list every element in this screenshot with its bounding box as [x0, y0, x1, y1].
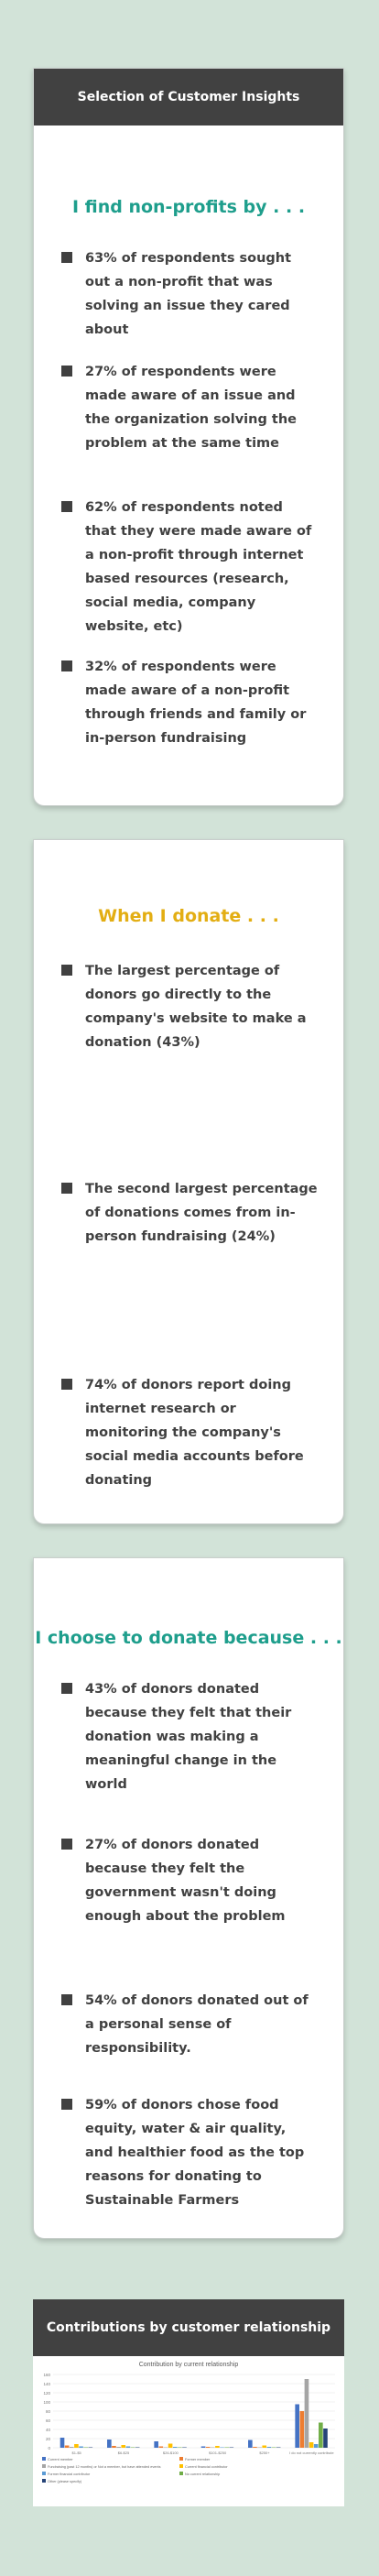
x-tick-label: $250+ [259, 2450, 270, 2455]
bar [305, 2379, 309, 2448]
insights-header: Selection of Customer Insights [34, 69, 343, 126]
y-tick-label: 20 [45, 2437, 50, 2441]
bar [309, 2442, 314, 2448]
bullet-item: 74% of donors report doing internet research or monitoring the company's social media accounts before donating [61, 1373, 318, 1492]
bar [257, 2448, 262, 2449]
bar [230, 2448, 234, 2449]
bar [83, 2448, 88, 2449]
legend-swatch [42, 2472, 46, 2475]
choose-donate-card [33, 1557, 344, 2239]
bar [248, 2440, 253, 2449]
bar [74, 2444, 79, 2448]
bar [253, 2447, 257, 2448]
square-bullet-icon [61, 1839, 72, 1850]
bar [107, 2440, 112, 2448]
bar [164, 2448, 168, 2449]
bar [220, 2448, 224, 2449]
x-tick-label: $101-$250 [209, 2450, 227, 2455]
legend-swatch [42, 2464, 46, 2468]
bar [70, 2447, 74, 2448]
bar [323, 2429, 328, 2448]
bar [135, 2448, 140, 2449]
bar [215, 2446, 220, 2448]
bar [79, 2447, 83, 2449]
y-tick-label: 60 [45, 2418, 50, 2423]
bar [267, 2447, 272, 2448]
y-tick-label: 140 [43, 2382, 50, 2386]
legend-label: Other (please specify) [48, 2480, 82, 2483]
bar [314, 2444, 319, 2448]
legend-label: Current member [48, 2458, 73, 2461]
bar [168, 2444, 173, 2449]
bullet-item: The largest percentage of donors go directly to the company's website to make a donation (43%) [61, 959, 318, 1054]
x-tick-label: $6-$25 [117, 2450, 130, 2455]
legend-label: No current relationship [185, 2472, 221, 2476]
when-donate-title: When I donate . . . [98, 906, 279, 926]
bar [116, 2447, 121, 2448]
bar [159, 2447, 164, 2449]
bullet-item: 59% of donors chose food equity, water & air quality, and healthier food as the top reasons for donating to Sustainable Farmers [61, 2093, 318, 2212]
choose-donate-title: I choose to donate because . . . [35, 1628, 342, 1648]
bar [272, 2448, 276, 2449]
chart-title: Contribution by current relationship [138, 2362, 239, 2368]
square-bullet-icon [61, 1994, 72, 2005]
bar [276, 2448, 281, 2449]
contributions-header: Contributions by customer relationship [33, 2299, 344, 2356]
x-tick-label: $26-$100 [162, 2450, 179, 2455]
legend-label: Former member [185, 2458, 211, 2461]
bullet-item: 63% of respondents sought out a non-profit that was solving an issue they cared about [61, 246, 318, 342]
bar [65, 2446, 70, 2449]
bullet-item: 27% of respondents were made aware of an issue and the organization solving the problem at the same time [61, 360, 318, 455]
bullet-item: 43% of donors donated because they felt that their donation was making a meaningful change in the world [61, 1677, 318, 1796]
square-bullet-icon [61, 252, 72, 263]
legend-swatch [179, 2464, 183, 2468]
y-tick-label: 120 [43, 2391, 50, 2396]
bar [182, 2448, 187, 2449]
bar [201, 2447, 206, 2449]
contribution-bar-chart [33, 2356, 344, 2506]
chart-area [33, 2356, 344, 2506]
bar [121, 2445, 125, 2448]
legend-swatch [179, 2472, 183, 2475]
bar [173, 2447, 178, 2448]
bar [319, 2423, 323, 2449]
bar [211, 2448, 215, 2449]
bar [60, 2438, 65, 2448]
square-bullet-icon [61, 1183, 72, 1194]
legend-swatch [42, 2457, 46, 2461]
y-tick-label: 0 [48, 2446, 50, 2450]
bullet-item: The second largest percentage of donations comes from in-person fundraising (24%) [61, 1177, 318, 1249]
bar [131, 2448, 135, 2449]
legend-label: Former financial contributor [48, 2472, 91, 2476]
y-tick-label: 40 [45, 2428, 50, 2432]
bar [112, 2446, 116, 2448]
square-bullet-icon [61, 660, 72, 671]
bullet-item: 54% of donors donated out of a personal sense of responsibility. [61, 1989, 318, 2060]
bar [224, 2448, 229, 2449]
square-bullet-icon [61, 965, 72, 976]
donate-card [33, 839, 344, 1524]
square-bullet-icon [61, 2099, 72, 2110]
bar [178, 2448, 182, 2449]
square-bullet-icon [61, 1379, 72, 1390]
bullet-item: 27% of donors donated because they felt the government wasn't doing enough about the problem [61, 1833, 318, 1928]
bar [89, 2448, 93, 2449]
bar [206, 2447, 211, 2448]
legend-swatch [179, 2457, 183, 2461]
insights-card [33, 68, 344, 806]
bullet-item: 62% of respondents noted that they were made aware of a non-profit through internet based resources (research, social media, company website, etc) [61, 496, 318, 639]
square-bullet-icon [61, 1683, 72, 1694]
bar [262, 2446, 266, 2449]
bar [295, 2405, 299, 2449]
x-tick-label: I do not currently contribute [289, 2450, 334, 2455]
y-tick-label: 160 [43, 2373, 50, 2377]
legend-label: Fundraising (past 12 months) or Not a member, but have attended events [48, 2465, 161, 2469]
legend-swatch [42, 2479, 46, 2483]
y-tick-label: 80 [45, 2409, 50, 2414]
bar [300, 2411, 305, 2448]
y-tick-label: 100 [43, 2400, 50, 2405]
bullet-item: 32% of respondents were made aware of a non-profit through friends and family or in-person fundraising [61, 655, 318, 750]
legend-label: Current financial contributor [185, 2465, 228, 2469]
square-bullet-icon [61, 501, 72, 512]
contributions-card [33, 2299, 344, 2506]
square-bullet-icon [61, 366, 72, 377]
bar [154, 2441, 158, 2448]
bar [126, 2447, 131, 2449]
x-tick-label: $1-$5 [71, 2450, 81, 2455]
find-nonprofits-title: I find non-profits by . . . [71, 197, 306, 217]
